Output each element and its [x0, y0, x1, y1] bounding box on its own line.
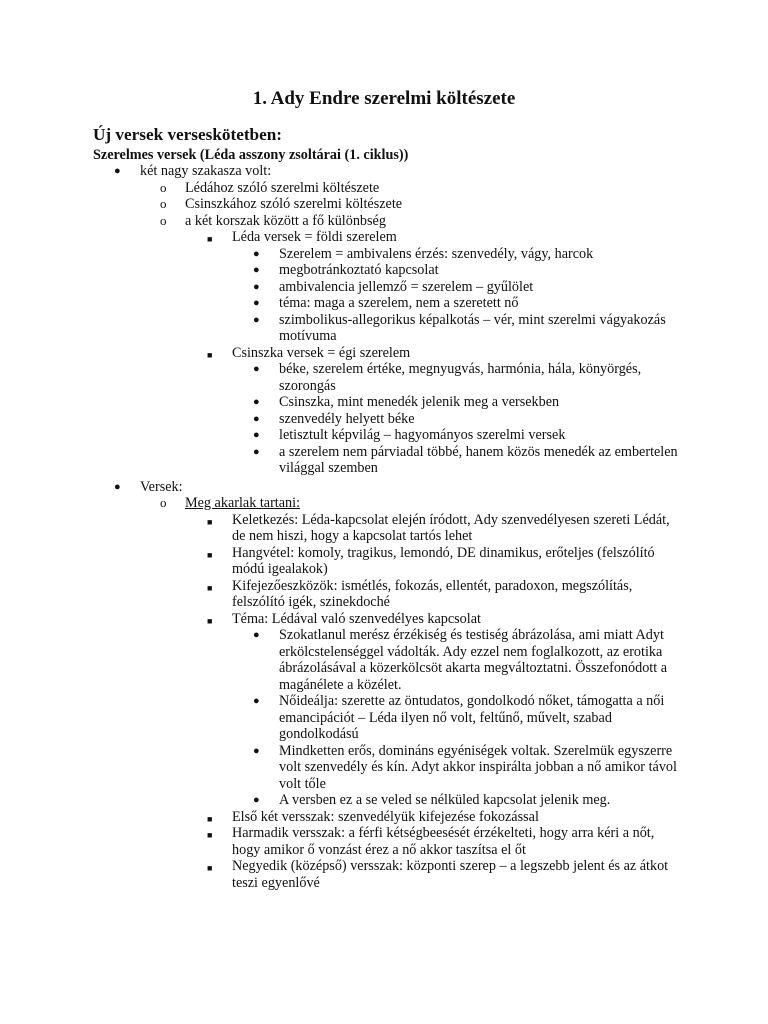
list-item: ● Szokatlanul merész érzékiség és testiség ábrázolása, ami miatt Adyt erkölcstelenséggel vádolták. Ady ezzel nem foglalkozott, az erotika ábrázolásával a közerkölcsöt akarta megváltoztatni. Összefonódott a magánélete a közélet.	[253, 627, 668, 693]
circle-bullet-icon: o	[160, 212, 167, 228]
circle-bullet-icon: o	[160, 179, 167, 195]
bullet-icon: ●	[253, 629, 260, 641]
list-item: ■ Negyedik (középső) versszak: központi szerep – a legszebb jelent és az átkot teszi egyenlővé	[207, 858, 669, 891]
bullet-icon: ●	[114, 480, 121, 493]
bullet-icon: ●	[253, 412, 260, 425]
bullet-icon: ●	[253, 280, 260, 293]
section-heading: Új versek verseskötetben:	[93, 125, 283, 144]
bullet-icon: ●	[253, 313, 260, 326]
square-bullet-icon: ■	[207, 830, 213, 840]
square-bullet-icon: ■	[207, 234, 213, 244]
list-item	[0, 495, 768, 512]
list-item: ● Csinszka, mint menedék jelenik meg a versekben	[253, 394, 560, 410]
bullet-icon: ●	[253, 744, 260, 757]
list-item: ● szenvedély helyett béke	[253, 410, 415, 427]
list-item: ● letisztult képvilág – hagyományos szerelmi versek	[253, 427, 566, 443]
list-item: o Lédához szóló szerelmi költészete	[160, 179, 380, 196]
square-bullet-icon: ■	[207, 615, 213, 626]
bullet-icon: ●	[253, 396, 260, 408]
circle-bullet-icon: o	[160, 495, 167, 510]
square-bullet-icon: ■	[207, 582, 213, 593]
page-title: 1. Ady Endre szerelmi költészete	[252, 88, 516, 109]
square-bullet-icon: ■	[207, 349, 213, 360]
list-item: o Csinszkához szóló szerelmi költészete	[160, 196, 403, 212]
list-item: ● Versek:	[114, 478, 183, 495]
bullet-icon: ●	[253, 264, 260, 276]
list-item: ■ Téma: Lédával való szenvedélyes kapcsolat	[0, 611, 768, 628]
circle-bullet-icon: o	[160, 196, 167, 211]
square-bullet-icon: ■	[207, 813, 213, 824]
list-item: ● téma: maga a szerelem, nem a szeretett nő	[253, 295, 519, 311]
list-item: ● a szerelem nem párviadal többé, hanem közös menedék az embertelen világgal szemben	[253, 443, 678, 476]
list-item: ■ Első két versszak: szenvedélyük kifejezése fokozással	[0, 809, 768, 826]
list-item: o a két korszak között a fő különbség	[160, 212, 386, 229]
list-item: ● szimbolikus-allegorikus képalkotás – vér, mint szerelmi vágyakozás motívuma	[253, 311, 666, 344]
list-item: ■ Harmadik versszak: a férfi kétségbeesését érzékelteti, hogy arra kéri a nőt, hogy amikor ő vonzást érez a nő akkor taszítsa el őt	[207, 825, 655, 858]
bullet-icon: ●	[253, 445, 260, 458]
list-item: ■ Hangvétel: komoly, tragikus, lemondó, DE dinamikus, erőteljes (felszólító módú igealakok)	[207, 544, 655, 577]
bullet-icon: ●	[114, 165, 121, 177]
poem-title: Meg akarlak tartani:	[185, 495, 301, 511]
list-item: ■ Csinszka versek = égi szerelem	[0, 345, 768, 362]
list-item: ● Mindketten erős, domináns egyéniségek voltak. Szerelmük egyszerre volt szenvedély és kín. Adyt akkor inspirálta jobban a nő amikor távol volt tőle	[253, 742, 677, 792]
list-item: ■ Léda versek = földi szerelem	[0, 229, 768, 246]
list-item: ● ambivalencia jellemző = szerelem – gyűlölet	[253, 278, 534, 295]
bullet-icon: ●	[253, 794, 260, 806]
list-item: ● Szerelem = ambivalens érzés: szenvedély, vágy, harcok	[253, 245, 594, 262]
square-bullet-icon: ■	[207, 549, 213, 560]
subsection-heading: Szerelmes versek (Léda asszony zsoltárai (1. ciklus))	[93, 147, 409, 163]
outline-list	[0, 163, 768, 891]
bullet-icon: ●	[253, 247, 260, 260]
bullet-icon: ●	[253, 695, 260, 707]
square-bullet-icon: ■	[207, 863, 213, 873]
list-item: ● megbotránkoztató kapcsolat	[253, 262, 439, 278]
list-item: ● A versben ez a se veled se nélküled kapcsolat jelenik meg.	[253, 792, 611, 808]
list-item: ■ Kifejezőeszközök: ismétlés, fokozás, ellentét, paradoxon, megszólítás, felszólító igék, szinekdoché	[207, 577, 633, 610]
bullet-icon: ●	[253, 363, 260, 375]
list-item: ● két nagy szakasza volt:	[114, 163, 272, 179]
list-item: ■ Keletkezés: Léda-kapcsolat elején íródott, Ady szenvedélyesen szereti Lédát, de nem hiszi, hogy a kapcsolat tartós lehet	[207, 511, 670, 544]
square-bullet-icon: ■	[207, 516, 213, 527]
list-item: ● Nőideálja: szerette az öntudatos, gondolkodó nőket, támogatta a női emancipációt – Léda ilyen nő volt, feltűnő, művelt, szabad gondolkodású	[253, 693, 665, 742]
bullet-icon: ●	[253, 429, 260, 441]
bullet-icon: ●	[253, 297, 260, 309]
list-item: ● béke, szerelem értéke, megnyugvás, harmónia, hála, könyörgés, szorongás	[253, 361, 642, 394]
